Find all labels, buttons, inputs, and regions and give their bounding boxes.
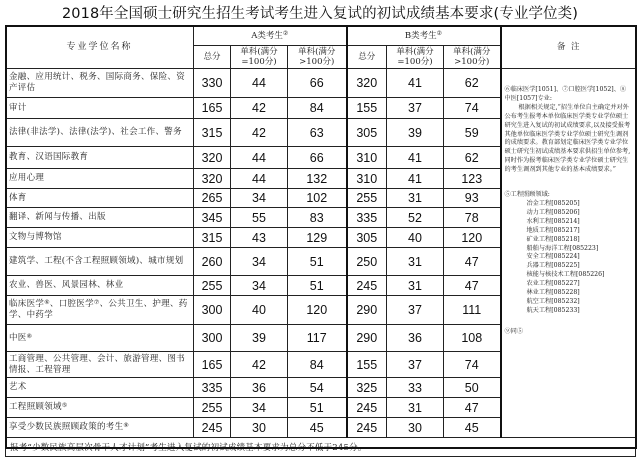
a-single-100: 44 [231,69,288,98]
degree-name: 工商管理、公共管理、会计、旅游管理、图书情报、工程管理 [6,352,194,378]
b-total: 290 [347,296,387,325]
b-single-gt100: 62 [444,69,501,98]
degree-name-part: 、口腔医学 [49,299,94,309]
a-total: 300 [194,296,231,325]
degree-name-part: 、公共卫生、护理、药学、中药学 [9,299,188,320]
b-total: 305 [347,228,387,248]
a-total: 245 [194,418,231,438]
page-title: 2018年全国硕士研究生招生考试考生进入复试的初试成绩基本要求(专业学位类) [61,6,578,22]
b-single-100: 31 [387,248,444,276]
b-single-gt100: 59 [444,119,501,147]
b-single-100-line2: =100分) [397,57,433,67]
header-degree-name-label: 专业学位名称 [66,42,133,52]
a-single-100: 44 [231,169,288,189]
a-single-gt100-line2: >100分) [299,57,335,67]
b-total: 320 [347,69,387,98]
b-single-gt100: 47 [444,276,501,296]
footnote-marker: ⑤ [61,402,68,409]
footnote-marker: ⑧ [26,332,33,340]
a-single-gt100: 45 [288,418,347,438]
a-single-100: 34 [231,398,288,418]
b-total: 310 [347,147,387,169]
a-total: 345 [194,208,231,228]
degree-name: 文物与博物馆 [6,228,194,248]
a-single-gt100: 117 [288,325,347,352]
b-single-100: 41 [387,169,444,189]
b-total: 245 [347,418,387,438]
b-total: 290 [347,325,387,352]
footnote-marker: ⑥ [44,299,50,306]
a-single-gt100: 132 [288,169,347,189]
b-single-100: 41 [387,69,444,98]
b-single-100: 52 [387,208,444,228]
b-single-gt100: 47 [444,248,501,276]
a-total: 320 [194,147,231,169]
degree-name-text: 工程照顾领域 [9,402,62,412]
b-total: 255 [347,189,387,208]
a-total: 330 [194,69,231,98]
b-total: 310 [347,169,387,189]
b-single-100: 30 [387,418,444,438]
engineering-item: 船舶与海洋工程[085223] [526,244,599,252]
b-total: 155 [347,98,387,119]
a-single-gt100-line1: 单科(满分 [298,47,336,57]
a-total: 165 [194,98,231,119]
engineering-item: 兵器工程[085225] [526,262,580,270]
a-total: 260 [194,248,231,276]
b-single-100: 40 [387,228,444,248]
degree-name: 审计 [6,98,194,119]
header-group-a [194,26,347,46]
header-degree-name [6,26,194,69]
remarks-engineering-heading: ⑤工程照顾领域: [504,191,550,199]
a-total: 315 [194,228,231,248]
header-remarks [501,26,636,69]
header-a-single-gt100 [288,46,347,69]
a-single-100-line2: =100分) [241,57,277,67]
a-single-gt100: 51 [288,276,347,296]
a-single-100: 36 [231,378,288,398]
engineering-item: 矿业工程[085218] [526,235,580,243]
a-total: 335 [194,378,231,398]
b-single-100: 31 [387,276,444,296]
a-single-gt100: 129 [288,228,347,248]
header-b-single-100 [387,46,444,69]
b-total: 245 [347,398,387,418]
a-single-100: 55 [231,208,288,228]
footnote-marker: ⑦ [93,299,100,306]
a-single-100: 42 [231,119,288,147]
b-single-gt100: 62 [444,147,501,169]
degree-name: 艺术 [6,378,194,398]
header-b-total: 总分 [347,46,387,69]
b-single-100: 37 [387,296,444,325]
remarks-label: 备 注 [557,42,580,52]
degree-name [6,296,194,325]
degree-name [6,398,194,418]
engineering-item: 林业工程[085228] [526,289,580,297]
b-single-gt100: 74 [444,98,501,119]
a-single-100-line1: 单科(满分 [240,47,278,57]
b-total: 245 [347,276,387,296]
b-single-gt100: 111 [444,296,501,325]
a-single-100: 43 [231,228,288,248]
header-b-single-gt100 [444,46,501,69]
remarks-cell [501,69,636,438]
b-single-gt100: 108 [444,325,501,352]
b-single-gt100: 50 [444,378,501,398]
b-single-gt100: 74 [444,352,501,378]
a-single-100: 42 [231,352,288,378]
score-requirements-table [5,25,636,457]
a-single-gt100: 83 [288,208,347,228]
b-total: 325 [347,378,387,398]
a-single-gt100: 51 [288,248,347,276]
b-total: 305 [347,119,387,147]
degree-name-part: 临床医学 [9,299,45,309]
a-single-gt100: 84 [288,352,347,378]
footer-note: 报考“少数民族高层次骨干人才计划”考生进入复试的初试成绩基本要求为总分不低于245分。 [6,438,636,457]
table-row [6,69,636,98]
a-single-gt100: 51 [288,398,347,418]
degree-name: 教育、汉语国际教育 [6,147,194,169]
b-single-gt100-line1: 单科(满分 [453,47,491,57]
a-total: 320 [194,169,231,189]
b-total: 155 [347,352,387,378]
b-single-100: 39 [387,119,444,147]
engineering-item: 水利工程[085214] [526,217,580,225]
degree-name: 法律(非法学)、法律(法学)、社会工作、警务 [6,119,194,147]
a-single-gt100: 54 [288,378,347,398]
header-group-b [347,26,501,46]
a-single-gt100: 102 [288,189,347,208]
b-single-100: 31 [387,398,444,418]
a-single-100: 39 [231,325,288,352]
header-a-total: 总分 [194,46,231,69]
a-total: 315 [194,119,231,147]
a-single-100: 34 [231,276,288,296]
b-single-gt100: 78 [444,208,501,228]
a-total: 255 [194,276,231,296]
footnote-marker: ⑨ [123,422,130,429]
remarks-medical-body: 根据相关规定,“招生单位自主确定并对外公布考生报考本单位临床医学类专业学位硕士研究生进入复试的初试成绩要求,以及接受报考其他单位临床医学类专业学位硕士研究生调剂的成绩要求。教育部划定临床医学类专业学位硕士研究生初试成绩基本要求供招生单位参考,同时作为报考临床医学类专业学位硕士研究生的考生调剂到其他专业的基本成绩要求。” [504,103,631,174]
engineering-item: 动力工程[085206] [526,208,580,216]
a-total: 265 [194,189,231,208]
engineering-item: 航天工程[085233] [526,306,580,314]
degree-name [6,325,194,352]
degree-name: 体育 [6,189,194,208]
a-single-100: 34 [231,189,288,208]
a-single-gt100: 63 [288,119,347,147]
degree-name-text: 享受少数民族照顾政策的考生 [9,422,124,432]
b-single-gt100: 123 [444,169,501,189]
group-a-footnote: ② [282,29,289,37]
a-total: 255 [194,398,231,418]
b-single-100: 41 [387,147,444,169]
header-a-single-100 [231,46,288,69]
b-single-100: 31 [387,189,444,208]
a-total: 300 [194,325,231,352]
group-b-footnote: ② [436,29,443,37]
degree-name: 建筑学、工程(不含工程照顾领域)、城市规划 [6,248,194,276]
b-single-gt100: 120 [444,228,501,248]
engineering-item: 安全工程[085224] [526,253,580,261]
degree-name: 翻译、新闻与传播、出版 [6,208,194,228]
a-single-100: 42 [231,98,288,119]
b-total: 335 [347,208,387,228]
a-single-gt100: 66 [288,147,347,169]
engineering-item: 冶金工程[085205] [526,199,580,207]
b-single-gt100: 93 [444,189,501,208]
a-single-100: 30 [231,418,288,438]
degree-name-text: 中医 [9,332,27,343]
a-single-100: 40 [231,296,288,325]
degree-name: 农业、兽医、风景园林、林业 [6,276,194,296]
b-single-100: 37 [387,98,444,119]
engineering-item: 地质工程[085217] [526,226,580,234]
group-b-label: B类考生 [404,30,437,41]
group-a-label: A类考生 [251,30,283,41]
b-single-100: 37 [387,352,444,378]
a-total: 165 [194,352,231,378]
b-single-100: 36 [387,325,444,352]
a-single-gt100: 120 [288,296,347,325]
a-single-100: 44 [231,147,288,169]
b-single-gt100: 47 [444,398,501,418]
b-total: 250 [347,248,387,276]
engineering-item: 核能与核技术工程[085226] [526,271,605,279]
a-single-gt100: 84 [288,98,347,119]
engineering-item: 农业工程[085227] [526,280,580,288]
degree-name: 金融、应用统计、税务、国际商务、保险、资产评估 [6,69,194,98]
b-single-100: 33 [387,378,444,398]
b-single-gt100: 45 [444,418,501,438]
degree-name: 应用心理 [6,169,194,189]
remarks-medical-heading: ⑥临床医学[1051]、⑦口腔医学[1052]、⑧中医[1057]专业: [504,86,627,102]
a-single-gt100: 66 [288,69,347,98]
a-single-100: 34 [231,248,288,276]
b-single-gt100-line2: >100分) [454,57,490,67]
remarks-same-note: ⑨同⑤ [504,327,524,335]
b-single-100-line1: 单科(满分 [396,47,434,57]
degree-name [6,418,194,438]
engineering-item: 航空工程[085232] [526,297,580,305]
